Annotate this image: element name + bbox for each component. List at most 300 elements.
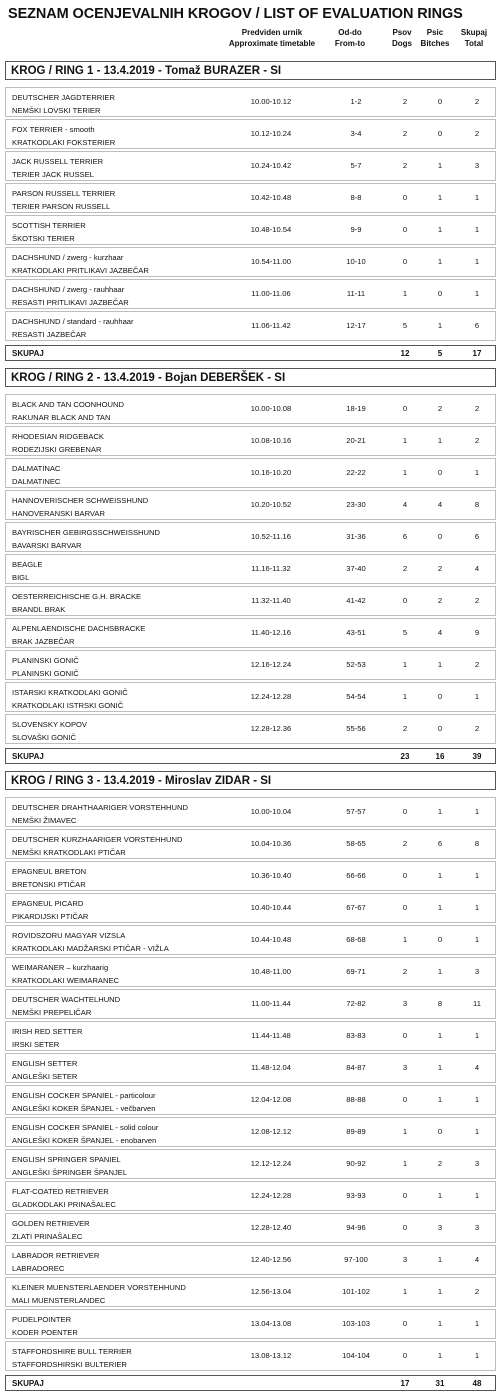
- total-count: 1: [474, 935, 480, 944]
- dogs-count: 0: [402, 225, 408, 234]
- bitches-count: 0: [437, 129, 443, 138]
- bitches-count: 8: [437, 999, 443, 1008]
- breed-name-local: HANOVERANSKI BARVAR: [12, 509, 105, 518]
- dogs-count: 1: [402, 1127, 408, 1136]
- timetable-cell: 10.44-10.48: [250, 935, 292, 944]
- dogs-count: 1: [402, 692, 408, 701]
- table-row: [5, 458, 496, 488]
- bitches-count: 1: [437, 967, 443, 976]
- from-to-cell: 54-54: [346, 692, 366, 701]
- from-to-cell: 66-66: [346, 871, 366, 880]
- total-count: 1: [474, 1127, 480, 1136]
- table-row: [5, 1277, 496, 1307]
- from-to-cell: 104-104: [342, 1351, 370, 1360]
- table-row: [5, 522, 496, 552]
- table-row: [5, 490, 496, 520]
- timetable-cell: 10.48-11.00: [251, 967, 291, 976]
- column-header-timetable: Predviden urnik Approximate timetable: [228, 28, 316, 48]
- from-to-cell: 3-4: [350, 129, 362, 138]
- breed-name: JACK RUSSELL TERRIER: [12, 157, 104, 166]
- breed-name: IRISH RED SETTER: [12, 1027, 83, 1036]
- timetable-cell: 12.24-12.28: [250, 1191, 292, 1200]
- total-count: 1: [474, 1095, 480, 1104]
- bitches-count: 1: [437, 1063, 443, 1072]
- breed-name-local: PLANINSKI GONIČ: [12, 669, 79, 678]
- dogs-count: 2: [402, 564, 408, 573]
- from-to-cell: 9-9: [350, 225, 362, 234]
- breed-name: PLANINSKI GONIČ: [12, 656, 79, 665]
- breed-name-local: RESASTI JAZBEČAR: [12, 330, 87, 339]
- bitches-count: 1: [437, 1191, 443, 1200]
- table-row: [5, 1181, 496, 1211]
- from-to-cell: 8-8: [350, 193, 362, 202]
- total-count: 1: [474, 289, 480, 298]
- timetable-cell: 10.40-10.44: [250, 903, 292, 912]
- table-row: [5, 714, 496, 744]
- table-row: [5, 618, 496, 648]
- dogs-count: 1: [402, 468, 408, 477]
- breed-name: ENGLISH SPRINGER SPANIEL: [12, 1155, 121, 1164]
- dogs-count: 1: [402, 660, 408, 669]
- total-count: 3: [474, 1223, 480, 1232]
- breed-name-local: BIGL: [12, 573, 30, 582]
- breed-name-local: BRANDL BRAK: [12, 605, 66, 614]
- dogs-count: 0: [402, 1191, 408, 1200]
- breed-name: DALMATINAC: [12, 464, 61, 473]
- breed-name: EPAGNEUL BRETON: [12, 867, 87, 876]
- total-count: 4: [474, 1255, 480, 1264]
- table-row: [5, 554, 496, 584]
- bitches-count: 2: [437, 404, 443, 413]
- breed-name-local: ŠKOTSKI TERIER: [12, 234, 75, 243]
- timetable-cell: 10.20-10.52: [250, 500, 292, 509]
- breed-name-local: BRETONSKI PTIČAR: [12, 880, 86, 889]
- total-count: 9: [474, 628, 480, 637]
- timetable-cell: 12.56-13.04: [250, 1287, 292, 1296]
- breed-name: DACHSHUND / zwerg - kurzhaar: [12, 253, 124, 262]
- dogs-count: 2: [402, 129, 408, 138]
- ring-header: KROG / RING 1 - 13.4.2019 - Tomaž BURAZER - SI: [5, 61, 496, 80]
- total-count: 2: [474, 596, 480, 605]
- from-to-cell: 23-30: [346, 500, 366, 509]
- table-row: [5, 1021, 496, 1051]
- bitches-count: 1: [437, 257, 443, 266]
- total-sum: 17: [472, 349, 482, 358]
- dogs-count: 2: [402, 967, 408, 976]
- from-to-cell: 72-82: [346, 999, 366, 1008]
- breed-name-local: TERIER PARSON RUSSELL: [12, 202, 111, 211]
- ring-total-row: [5, 345, 496, 361]
- from-to-cell: 22-22: [346, 468, 366, 477]
- bitches-count: 2: [437, 564, 443, 573]
- total-count: 4: [474, 1063, 480, 1072]
- breed-name: BEAGLE: [12, 560, 43, 569]
- total-label: SKUPAJ: [12, 1379, 44, 1388]
- from-to-cell: 37-40: [346, 564, 366, 573]
- total-dogs: 23: [400, 752, 410, 761]
- breed-name: BLACK AND TAN COONHOUND: [12, 400, 124, 409]
- breed-name-local: LABRADOREC: [12, 1264, 65, 1273]
- breed-name: PARSON RUSSELL TERRIER: [12, 189, 116, 198]
- breed-name: ROVIDSZORU MAGYAR VIZSLA: [12, 931, 126, 940]
- breed-name: EPAGNEUL PICARD: [12, 899, 84, 908]
- total-count: 2: [474, 129, 480, 138]
- total-count: 4: [474, 564, 480, 573]
- total-count: 1: [474, 468, 480, 477]
- bitches-count: 1: [437, 161, 443, 170]
- table-row: [5, 426, 496, 456]
- breed-name-local: NEMŠKI ŽIMAVEC: [12, 816, 77, 825]
- bitches-count: 4: [437, 500, 443, 509]
- from-to-cell: 1-2: [350, 97, 362, 106]
- table-row: [5, 861, 496, 891]
- bitches-count: 1: [437, 436, 443, 445]
- from-to-cell: 31-36: [346, 532, 366, 541]
- table-row: [5, 829, 496, 859]
- timetable-cell: 12.28-12.36: [250, 724, 292, 733]
- bitches-count: 0: [437, 468, 443, 477]
- column-header-dogs: Psov Dogs: [392, 28, 412, 48]
- total-count: 1: [474, 871, 480, 880]
- from-to-cell: 11-11: [346, 289, 366, 298]
- breed-name-local: IRSKI SETER: [12, 1040, 60, 1049]
- dogs-count: 1: [402, 935, 408, 944]
- breed-name: SLOVENSKY KOPOV: [12, 720, 87, 729]
- timetable-cell: 10.00-10.12: [250, 97, 292, 106]
- table-row: [5, 183, 496, 213]
- breed-name: FOX TERRIER - smooth: [12, 125, 95, 134]
- table-row: [5, 957, 496, 987]
- dogs-count: 1: [402, 1159, 408, 1168]
- bitches-count: 1: [437, 1095, 443, 1104]
- dogs-count: 4: [402, 500, 408, 509]
- dogs-count: 0: [402, 257, 408, 266]
- breed-name: DEUTSCHER WACHTELHUND: [12, 995, 121, 1004]
- bitches-count: 1: [437, 903, 443, 912]
- timetable-cell: 11.40-12.16: [251, 628, 291, 637]
- table-row: [5, 215, 496, 245]
- from-to-cell: 90-92: [346, 1159, 366, 1168]
- from-to-cell: 103-103: [342, 1319, 370, 1328]
- from-to-cell: 69-71: [346, 967, 366, 976]
- total-count: 6: [474, 532, 480, 541]
- bitches-count: 2: [437, 1159, 443, 1168]
- timetable-cell: 12.16-12.24: [250, 660, 292, 669]
- dogs-count: 1: [402, 436, 408, 445]
- from-to-cell: 57-57: [346, 807, 366, 816]
- breed-name-local: KRATKODLAKI PRITLIKAVI JAZBEČAR: [12, 266, 149, 275]
- dogs-count: 5: [402, 321, 408, 330]
- total-count: 1: [474, 193, 480, 202]
- timetable-cell: 11.44-11.48: [251, 1031, 291, 1040]
- breed-name-local: TERIER JACK RUSSEL: [12, 170, 94, 179]
- total-count: 2: [474, 1287, 480, 1296]
- timetable-cell: 10.52-11.16: [251, 532, 291, 541]
- from-to-cell: 88-88: [346, 1095, 366, 1104]
- breed-name-local: KRATKODLAKI ISTRSKI GONIČ: [12, 701, 124, 710]
- table-row: [5, 650, 496, 680]
- from-to-cell: 52-53: [346, 660, 366, 669]
- bitches-count: 1: [437, 1351, 443, 1360]
- timetable-cell: 13.04-13.08: [250, 1319, 292, 1328]
- timetable-cell: 10.04-10.36: [250, 839, 292, 848]
- breed-name-local: KRATKODLAKI FOKSTERIER: [12, 138, 116, 147]
- breed-name-local: ZLATI PRINAŠALEC: [12, 1232, 83, 1241]
- total-count: 1: [474, 1191, 480, 1200]
- breed-name-local: DALMATINEC: [12, 477, 61, 486]
- from-to-cell: 89-89: [346, 1127, 366, 1136]
- from-to-cell: 68-68: [346, 935, 366, 944]
- table-row: [5, 1085, 496, 1115]
- breed-name: ENGLISH SETTER: [12, 1059, 78, 1068]
- from-to-cell: 12-17: [346, 321, 366, 330]
- bitches-count: 3: [437, 1223, 443, 1232]
- from-to-cell: 101-102: [342, 1287, 370, 1296]
- breed-name: RHODESIAN RIDGEBACK: [12, 432, 104, 441]
- total-count: 2: [474, 97, 480, 106]
- timetable-cell: 10.00-10.04: [250, 807, 292, 816]
- bitches-count: 1: [437, 1287, 443, 1296]
- table-row: [5, 151, 496, 181]
- timetable-cell: 10.42-10.48: [250, 193, 292, 202]
- breed-name: DEUTSCHER DRAHTHAARIGER VORSTEHHUND: [12, 803, 188, 812]
- bitches-count: 0: [437, 532, 443, 541]
- column-header-bitches: Psic Bitches: [420, 28, 450, 48]
- total-count: 6: [474, 321, 480, 330]
- dogs-count: 0: [402, 193, 408, 202]
- dogs-count: 0: [402, 1223, 408, 1232]
- breed-name: STAFFORDSHIRE BULL TERRIER: [12, 1347, 132, 1356]
- timetable-cell: 11.00-11.44: [251, 999, 291, 1008]
- bitches-count: 0: [437, 935, 443, 944]
- column-header-total: Skupaj Total: [460, 28, 488, 48]
- total-count: 1: [474, 225, 480, 234]
- timetable-cell: 10.54-11.00: [251, 257, 291, 266]
- table-row: [5, 1309, 496, 1339]
- total-count: 1: [474, 1031, 480, 1040]
- timetable-cell: 10.16-10.20: [250, 468, 292, 477]
- total-count: 1: [474, 903, 480, 912]
- dogs-count: 0: [402, 404, 408, 413]
- breed-name-local: ANGLEŠKI KOKER ŠPANJEL - večbarven: [12, 1104, 156, 1113]
- table-row: [5, 311, 496, 341]
- dogs-count: 0: [402, 903, 408, 912]
- breed-name: ENGLISH COCKER SPANIEL - particolour: [12, 1091, 156, 1100]
- dogs-count: 2: [402, 161, 408, 170]
- total-count: 3: [474, 967, 480, 976]
- from-to-cell: 93-93: [346, 1191, 366, 1200]
- total-count: 1: [474, 692, 480, 701]
- bitches-count: 6: [437, 839, 443, 848]
- breed-name-local: KODER POENTER: [12, 1328, 78, 1337]
- breed-name: GOLDEN RETRIEVER: [12, 1219, 90, 1228]
- dogs-count: 2: [402, 724, 408, 733]
- breed-name: SCOTTISH TERRIER: [12, 221, 86, 230]
- breed-name: HANNOVERISCHER SCHWEISSHUND: [12, 496, 149, 505]
- dogs-count: 0: [402, 1351, 408, 1360]
- total-dogs: 12: [400, 349, 410, 358]
- dogs-count: 0: [402, 807, 408, 816]
- bitches-count: 1: [437, 1255, 443, 1264]
- breed-name-local: BRAK JAZBEČAR: [12, 637, 75, 646]
- table-row: [5, 1213, 496, 1243]
- page-title: SEZNAM OCENJEVALNIH KROGOV / LIST OF EVALUATION RINGS: [8, 6, 463, 22]
- breed-name-local: STAFFORDSHIRSKI BULTERIER: [12, 1360, 127, 1369]
- bitches-count: 1: [437, 225, 443, 234]
- total-sum: 39: [472, 752, 482, 761]
- bitches-count: 1: [437, 193, 443, 202]
- bitches-count: 1: [437, 1031, 443, 1040]
- breed-name: KLEINER MUENSTERLAENDER VORSTEHHUND: [12, 1283, 186, 1292]
- timetable-cell: 12.08-12.12: [250, 1127, 292, 1136]
- breed-name: DEUTSCHER KURZHAARIGER VORSTEHHUND: [12, 835, 183, 844]
- bitches-count: 1: [437, 871, 443, 880]
- ring-total-row: [5, 748, 496, 764]
- timetable-cell: 11.48-12.04: [251, 1063, 291, 1072]
- total-count: 2: [474, 724, 480, 733]
- timetable-cell: 10.12-10.24: [250, 129, 292, 138]
- table-row: [5, 394, 496, 424]
- from-to-cell: 55-56: [346, 724, 366, 733]
- breed-name-local: NEMŠKI LOVSKI TERIER: [12, 106, 101, 115]
- breed-name-local: MALI MUENSTERLANDEC: [12, 1296, 106, 1305]
- breed-name-local: ANGLEŠKI ŠPRINGER ŠPANJEL: [12, 1168, 128, 1177]
- breed-name-local: NEMŠKI KRATKODLAKI PTIČAR: [12, 848, 126, 857]
- timetable-cell: 10.48-10.54: [250, 225, 292, 234]
- breed-name: WEIMARANER – kurzhaarig: [12, 963, 109, 972]
- table-row: [5, 586, 496, 616]
- breed-name-local: RAKUNAR BLACK AND TAN: [12, 413, 111, 422]
- breed-name: PUDELPOINTER: [12, 1315, 72, 1324]
- bitches-count: 0: [437, 724, 443, 733]
- breed-name-local: ANGLEŠKI SETER: [12, 1072, 78, 1081]
- total-bitches: 31: [435, 1379, 445, 1388]
- table-row: [5, 87, 496, 117]
- total-count: 2: [474, 660, 480, 669]
- timetable-cell: 11.32-11.40: [251, 596, 291, 605]
- dogs-count: 6: [402, 532, 408, 541]
- timetable-cell: 12.04-12.08: [250, 1095, 292, 1104]
- dogs-count: 3: [402, 999, 408, 1008]
- total-count: 8: [474, 500, 480, 509]
- total-bitches: 16: [435, 752, 445, 761]
- breed-name-local: GLADKODLAKI PRINAŠALEC: [12, 1200, 116, 1209]
- table-row: [5, 925, 496, 955]
- timetable-cell: 11.16-11.32: [251, 564, 291, 573]
- dogs-count: 3: [402, 1255, 408, 1264]
- table-row: [5, 279, 496, 309]
- table-row: [5, 1341, 496, 1371]
- breed-name-local: KRATKODLAKI MADŽARSKI PTIČAR - VIŽLA: [12, 944, 169, 953]
- dogs-count: 0: [402, 871, 408, 880]
- from-to-cell: 58-65: [346, 839, 366, 848]
- breed-name-local: BAVARSKI BARVAR: [12, 541, 82, 550]
- timetable-cell: 10.24-10.42: [250, 161, 292, 170]
- breed-name: DACHSHUND / standard - rauhhaar: [12, 317, 134, 326]
- breed-name: LABRADOR RETRIEVER: [12, 1251, 100, 1260]
- timetable-cell: 10.36-10.40: [250, 871, 292, 880]
- bitches-count: 0: [437, 97, 443, 106]
- from-to-cell: 43-51: [346, 628, 366, 637]
- table-row: [5, 682, 496, 712]
- bitches-count: 1: [437, 321, 443, 330]
- from-to-cell: 94-96: [346, 1223, 366, 1232]
- total-dogs: 17: [400, 1379, 410, 1388]
- dogs-count: 2: [402, 97, 408, 106]
- table-row: [5, 989, 496, 1019]
- from-to-cell: 41-42: [346, 596, 366, 605]
- total-count: 11: [473, 999, 481, 1008]
- total-count: 8: [474, 839, 480, 848]
- bitches-count: 2: [437, 596, 443, 605]
- dogs-count: 2: [402, 839, 408, 848]
- from-to-cell: 10-10: [346, 257, 366, 266]
- total-count: 3: [474, 161, 480, 170]
- total-sum: 48: [472, 1379, 482, 1388]
- table-row: [5, 797, 496, 827]
- table-row: [5, 1053, 496, 1083]
- dogs-count: 1: [402, 289, 408, 298]
- bitches-count: 1: [437, 660, 443, 669]
- table-row: [5, 1117, 496, 1147]
- column-header-from-to: Od-do From-to: [334, 28, 366, 48]
- from-to-cell: 20-21: [346, 436, 366, 445]
- breed-name: ALPENLAENDISCHE DACHSBRACKE: [12, 624, 146, 633]
- timetable-cell: 12.28-12.40: [250, 1223, 292, 1232]
- breed-name: DACHSHUND / zwerg - rauhhaar: [12, 285, 125, 294]
- total-count: 1: [474, 1351, 480, 1360]
- timetable-cell: 10.08-10.16: [250, 436, 292, 445]
- breed-name: DEUTSCHER JAGDTERRIER: [12, 93, 115, 102]
- from-to-cell: 67-67: [346, 903, 366, 912]
- total-count: 1: [474, 807, 480, 816]
- bitches-count: 0: [437, 1127, 443, 1136]
- total-count: 3: [474, 1159, 480, 1168]
- dogs-count: 0: [402, 1319, 408, 1328]
- breed-name-local: SLOVAŠKI GONIČ: [12, 733, 77, 742]
- total-count: 1: [474, 257, 480, 266]
- timetable-cell: 13.08-13.12: [250, 1351, 292, 1360]
- total-count: 2: [474, 404, 480, 413]
- dogs-count: 0: [402, 1095, 408, 1104]
- timetable-cell: 10.00-10.08: [250, 404, 292, 413]
- dogs-count: 0: [402, 1031, 408, 1040]
- from-to-cell: 84-87: [346, 1063, 366, 1072]
- total-bitches: 5: [437, 349, 443, 358]
- timetable-cell: 12.12-12.24: [250, 1159, 292, 1168]
- ring-header: KROG / RING 2 - 13.4.2019 - Bojan DEBERŠEK - SI: [5, 368, 496, 387]
- ring-header: KROG / RING 3 - 13.4.2019 - Miroslav ZIDAR - SI: [5, 771, 496, 790]
- bitches-count: 1: [437, 807, 443, 816]
- breed-name: ENGLISH COCKER SPANIEL - solid colour: [12, 1123, 159, 1132]
- bitches-count: 0: [437, 289, 443, 298]
- breed-name-local: ANGLEŠKI KOKER ŠPANJEL - enobarven: [12, 1136, 157, 1145]
- table-row: [5, 1245, 496, 1275]
- bitches-count: 0: [437, 692, 443, 701]
- breed-name-local: RESASTI PRITLIKAVI JAZBEČAR: [12, 298, 129, 307]
- timetable-cell: 12.24-12.28: [250, 692, 292, 701]
- timetable-cell: 12.40-12.56: [250, 1255, 292, 1264]
- from-to-cell: 18-19: [346, 404, 366, 413]
- breed-name-local: NEMŠKI PREPELIČAR: [12, 1008, 92, 1017]
- table-row: [5, 1149, 496, 1179]
- total-label: SKUPAJ: [12, 752, 44, 761]
- total-count: 2: [474, 436, 480, 445]
- breed-name: FLAT-COATED RETRIEVER: [12, 1187, 109, 1196]
- dogs-count: 0: [402, 596, 408, 605]
- total-count: 1: [474, 1319, 480, 1328]
- dogs-count: 1: [402, 1287, 408, 1296]
